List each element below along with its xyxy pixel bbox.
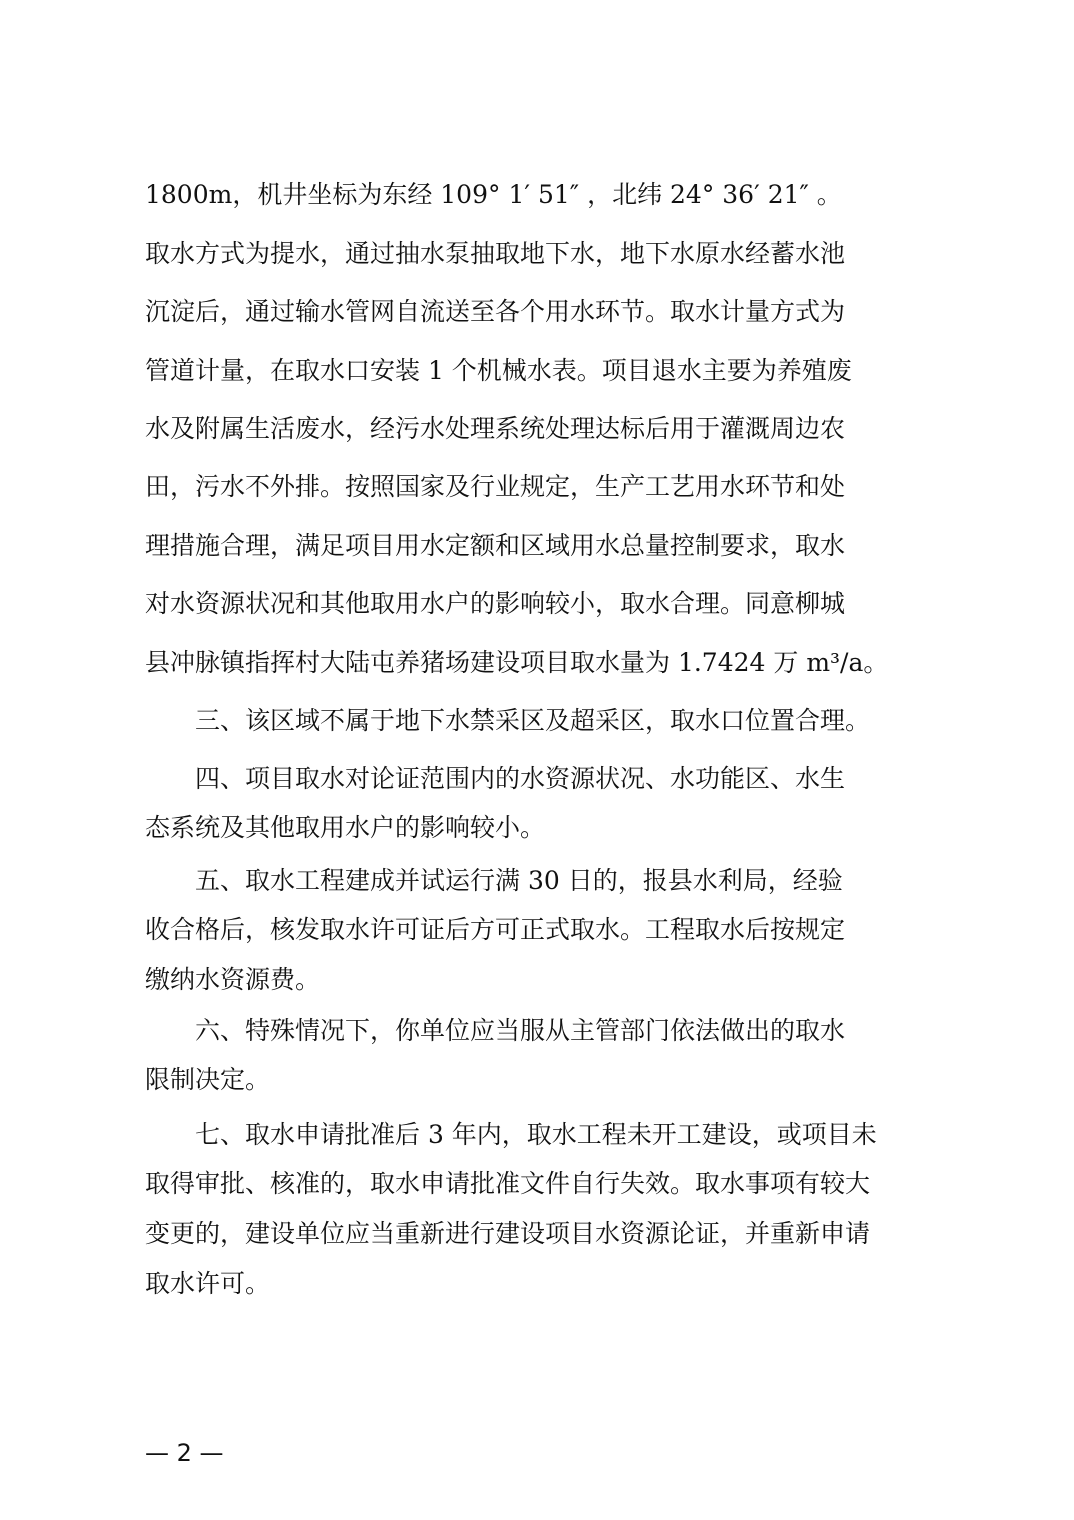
text-line: 七、取水申请批准后 3 年内，取水工程未开工建设，或项目未 bbox=[145, 1120, 877, 1149]
text-line: 1800m，机井坐标为东经 109° 1′ 51″ ，北纬 24° 36′ 21″ 。 bbox=[145, 180, 842, 209]
text-line: 四、项目取水对论证范围内的水资源状况、水功能区、水生 bbox=[145, 764, 846, 793]
text-line: 取得审批、核准的，取水申请批准文件自行失效。取水事项有较大 bbox=[145, 1169, 871, 1198]
page-number: — 2 — bbox=[145, 1439, 224, 1467]
text-line: 沉淀后，通过输水管网自流送至各个用水环节。取水计量方式为 bbox=[145, 297, 846, 326]
text-line: 县冲脉镇指挥村大陆屯养猪场建设项目取水量为 1.7424 万 m³/a。 bbox=[145, 648, 889, 677]
text-line: 五、取水工程建成并试运行满 30 日的，报县水利局，经验 bbox=[145, 866, 843, 895]
text-line: 管道计量，在取水口安装 1 个机械水表。项目退水主要为养殖废 bbox=[145, 356, 852, 385]
text-line: 取水方式为提水，通过抽水泵抽取地下水，地下水原水经蓄水池 bbox=[145, 239, 846, 268]
text-line: 田，污水不外排。按照国家及行业规定，生产工艺用水环节和处 bbox=[145, 472, 846, 501]
text-line: 态系统及其他取用水户的影响较小。 bbox=[145, 813, 546, 842]
text-line: 理措施合理，满足项目用水定额和区域用水总量控制要求，取水 bbox=[145, 531, 846, 560]
text-line: 限制决定。 bbox=[145, 1065, 271, 1094]
text-line: 缴纳水资源费。 bbox=[145, 965, 321, 994]
text-line: 三、该区域不属于地下水禁采区及超采区，取水口位置合理。 bbox=[145, 706, 871, 735]
text-line: 收合格后，核发取水许可证后方可正式取水。工程取水后按规定 bbox=[145, 915, 846, 944]
text-line: 取水许可。 bbox=[145, 1269, 271, 1298]
text-line: 变更的，建设单位应当重新进行建设项目水资源论证，并重新申请 bbox=[145, 1219, 871, 1248]
text-line: 水及附属生活废水，经污水处理系统处理达标后用于灌溉周边农 bbox=[145, 414, 846, 443]
text-line: 对水资源状况和其他取用水户的影响较小，取水合理。同意柳城 bbox=[145, 589, 846, 618]
text-line: 六、特殊情况下，你单位应当服从主管部门依法做出的取水 bbox=[145, 1016, 846, 1045]
